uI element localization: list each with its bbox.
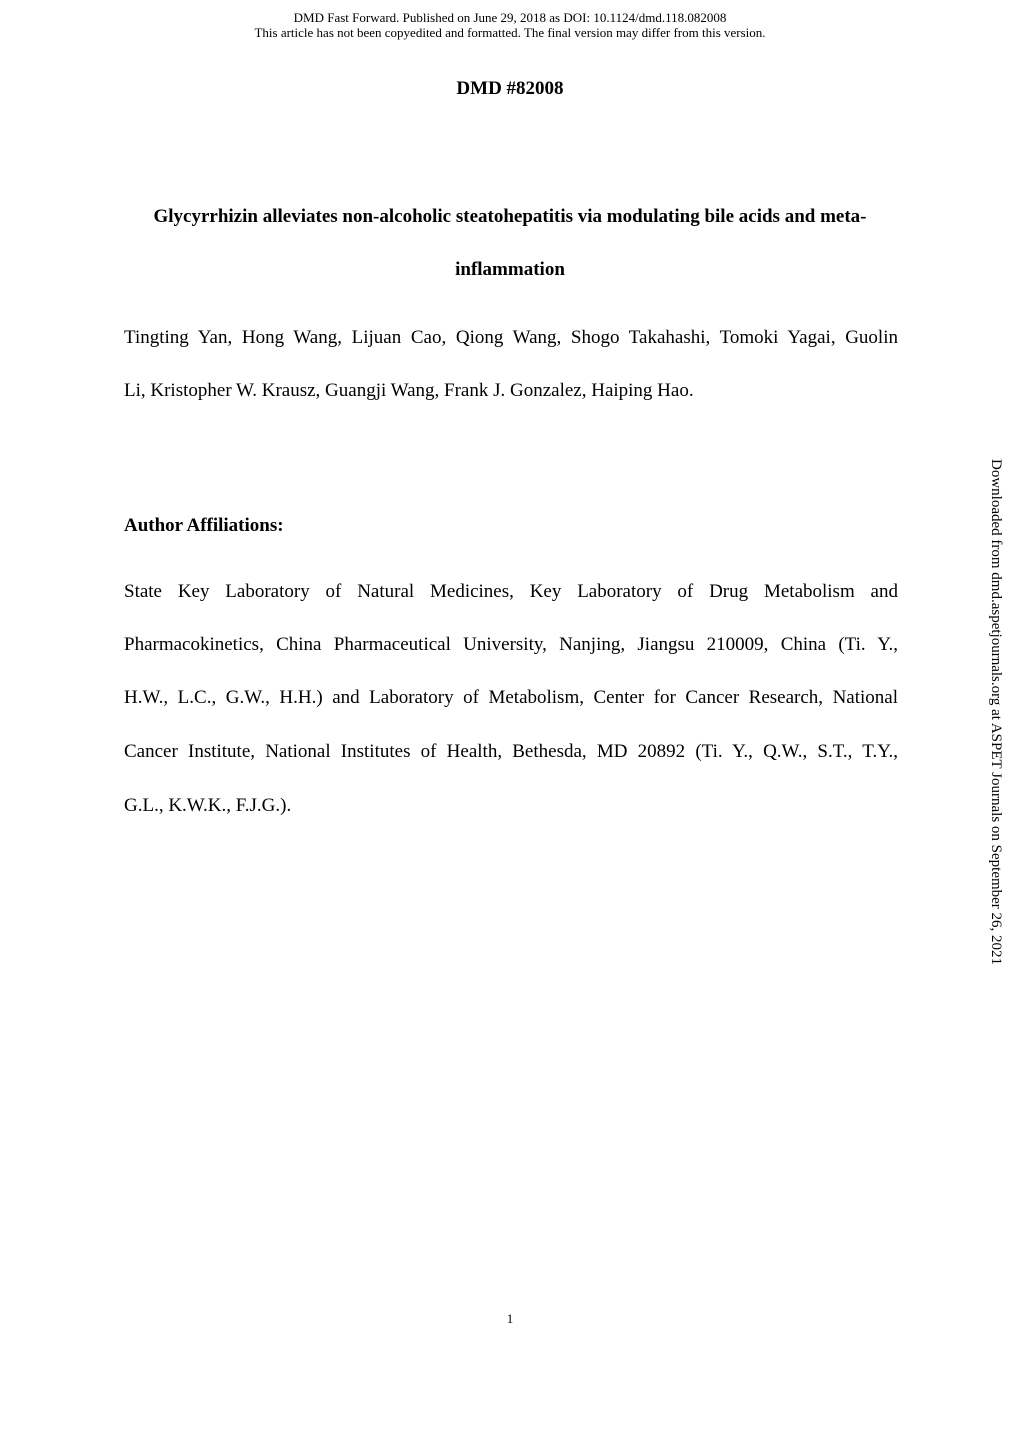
download-watermark: Downloaded from dmd.aspetjournals.org at ASPET Journals on September 26, 2021 [988,459,1004,966]
page-number: 1 [506,1311,514,1326]
author-list-line-2: Li, Kristopher W. Krausz, Guangji Wang, Frank J. Gonzalez, Haiping Hao. [124,380,694,401]
manuscript-id: DMD #82008 [456,78,564,99]
affiliation-line: H.W., L.C., G.W., H.H.) and Laboratory of Metabolism, Center for Cancer Research, National [124,687,898,708]
author-list-line-1: Tingting Yan, Hong Wang, Lijuan Cao, Qiong Wang, Shogo Takahashi, Tomoki Yagai, Guolin [124,327,898,348]
copyedit-disclaimer: This article has not been copyedited and formatted. The final version may differ from this version. [254,25,766,40]
publication-notice: DMD Fast Forward. Published on June 29, 2018 as DOI: 10.1124/dmd.118.082008 [293,10,727,25]
affiliation-line: Cancer Institute, National Institutes of Health, Bethesda, MD 20892 (Ti. Y., Q.W., S.T., T.Y., [124,741,898,762]
article-title-line-2: inflammation [455,259,565,280]
article-title-line-1: Glycyrrhizin alleviates non-alcoholic steatohepatitis via modulating bile acids and meta- [153,206,867,227]
article-status-header [0,10,1020,40]
affiliation-line: G.L., K.W.K., F.J.G.). [124,795,292,816]
affiliation-line: Pharmacokinetics, China Pharmaceutical University, Nanjing, Jiangsu 210009, China (Ti. Y., [124,634,898,655]
affiliations-heading: Author Affiliations: [124,515,284,536]
affiliation-line: State Key Laboratory of Natural Medicines, Key Laboratory of Drug Metabolism and [124,581,898,602]
